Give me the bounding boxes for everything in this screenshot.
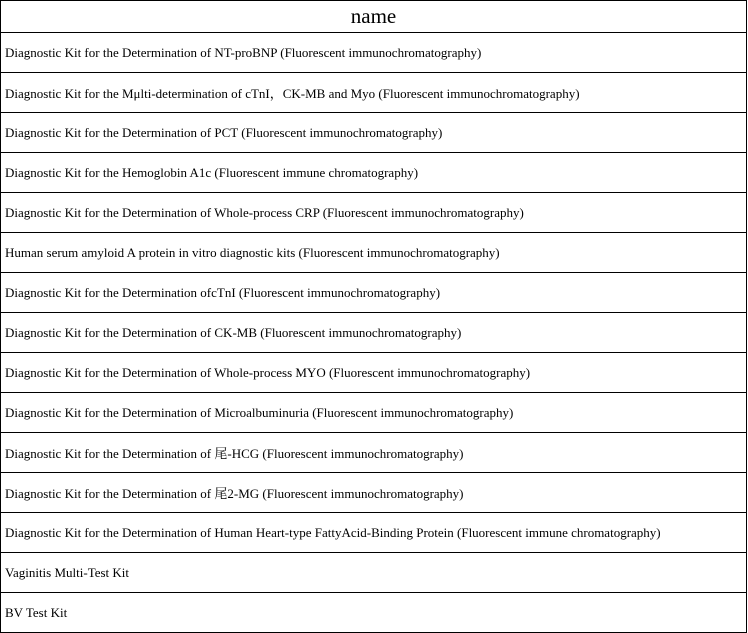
table-row bbox=[1, 553, 747, 593]
table-cell-name: Diagnostic Kit for the Hemoglobin A1c (Fluorescent immune chromatography) bbox=[1, 153, 747, 193]
table-row bbox=[1, 193, 747, 233]
table-row bbox=[1, 593, 747, 633]
table-row bbox=[1, 233, 747, 273]
table-cell-name: BV Test Kit bbox=[1, 593, 747, 633]
table-cell-name: Human serum amyloid A protein in vitro diagnostic kits (Fluorescent immunochromatography) bbox=[1, 233, 747, 273]
table-body bbox=[1, 33, 747, 633]
table-row bbox=[1, 513, 747, 553]
table-cell-name: Diagnostic Kit for the Determination of 尾-HCG (Fluorescent immunochromatography) bbox=[1, 433, 747, 473]
table-row bbox=[1, 73, 747, 113]
table-cell-name: Diagnostic Kit for the Determination of Human Heart-type FattyAcid-Binding Protein (Fluorescent immune chromatography) bbox=[1, 513, 747, 553]
table-cell-name: Diagnostic Kit for the Determination ofcTnI (Fluorescent immunochromatography) bbox=[1, 273, 747, 313]
table-cell-name: Vaginitis Multi-Test Kit bbox=[1, 553, 747, 593]
column-header-name: name bbox=[1, 1, 747, 33]
table-row bbox=[1, 153, 747, 193]
table-row bbox=[1, 273, 747, 313]
table-head bbox=[1, 1, 747, 33]
table-row bbox=[1, 33, 747, 73]
table-row bbox=[1, 313, 747, 353]
table-cell-name: Diagnostic Kit for the Determination of 尾2-MG (Fluorescent immunochromatography) bbox=[1, 473, 747, 513]
table-cell-name: Diagnostic Kit for the Determination of PCT (Fluorescent immunochromatography) bbox=[1, 113, 747, 153]
table-row bbox=[1, 393, 747, 433]
table-row bbox=[1, 353, 747, 393]
table-cell-name: Diagnostic Kit for the Determination of Whole-process MYO (Fluorescent immunochromatography) bbox=[1, 353, 747, 393]
table-row bbox=[1, 473, 747, 513]
table-cell-name: Diagnostic Kit for the Determination of Whole-process CRP (Fluorescent immunochromatography) bbox=[1, 193, 747, 233]
table-cell-name: Diagnostic Kit for the Determination of CK-MB (Fluorescent immunochromatography) bbox=[1, 313, 747, 353]
header-row bbox=[1, 1, 747, 33]
table-cell-name: Diagnostic Kit for the Mμlti-determination of cTnI，CK-MB and Myo (Fluorescent immunochromatography) bbox=[1, 73, 747, 113]
table-cell-name: Diagnostic Kit for the Determination of Microalbuminuria (Fluorescent immunochromatography) bbox=[1, 393, 747, 433]
table-row bbox=[1, 433, 747, 473]
table-row bbox=[1, 113, 747, 153]
table-cell-name: Diagnostic Kit for the Determination of NT-proBNP (Fluorescent immunochromatography) bbox=[1, 33, 747, 73]
